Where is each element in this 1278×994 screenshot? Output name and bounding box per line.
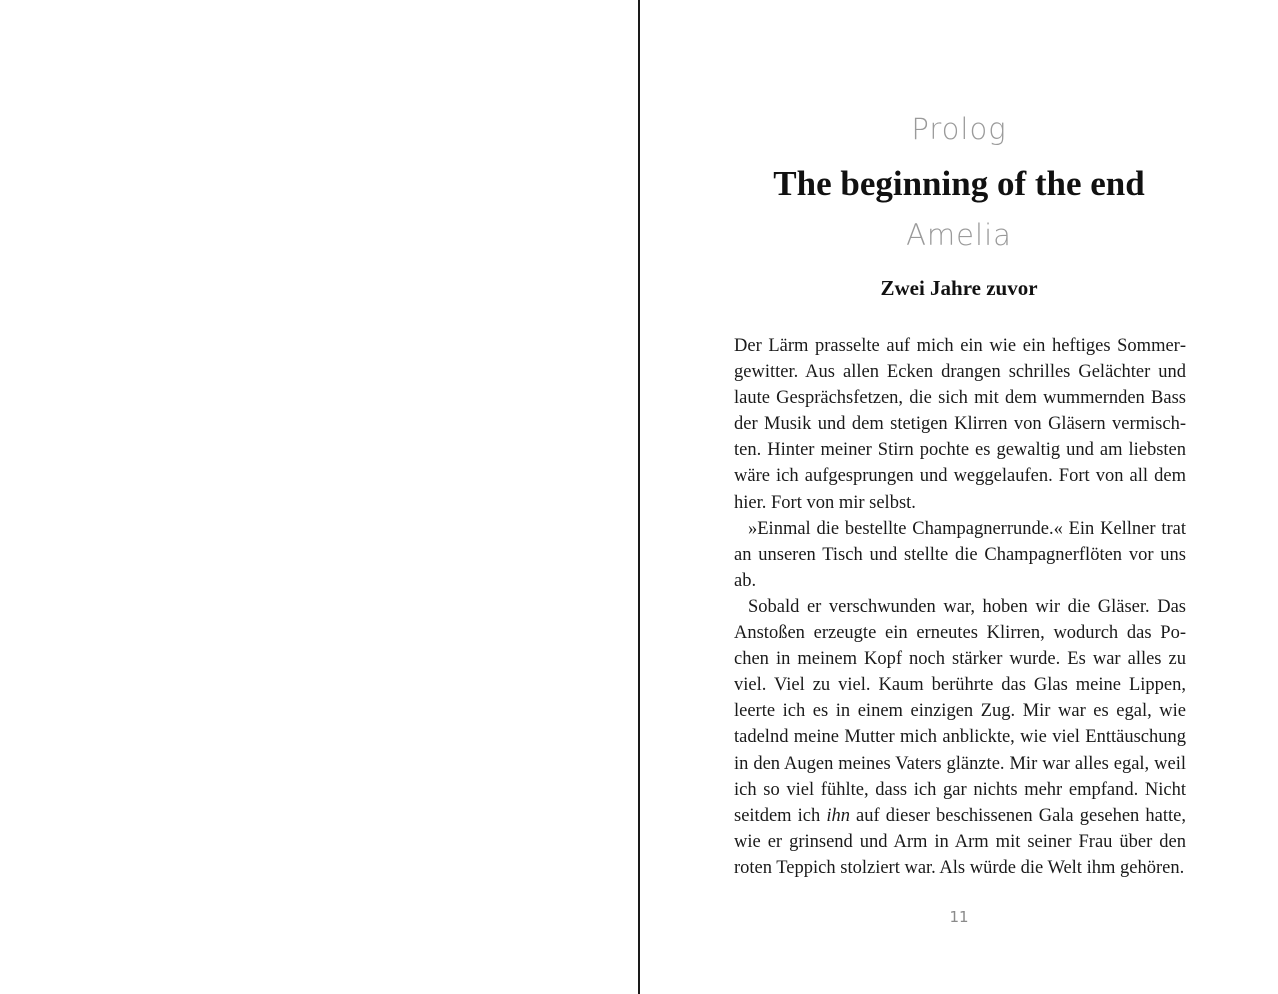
pov-character-name: Amelia — [906, 218, 1012, 252]
body-text — [734, 333, 1186, 881]
right-page — [640, 0, 1278, 994]
paragraph: Der Lärm prasselte auf mich ein wie ein heftiges Sommergewitter. Aus allen Ecken drangen schrilles Gelächter und laute Gesprächsfetzen, die sich mit dem wummernden Bass der Musik und dem stetigen Klirren von Gläsern vermischten. Hinter meiner Stirn pochte es gewaltig und am liebsten wäre ich aufgesprungen und weggelaufen. Fort von all dem hier. Fort von mir selbst. — [734, 336, 1186, 513]
paragraph — [734, 594, 1186, 881]
chapter-label: Prolog — [911, 112, 1007, 146]
paragraph-text-before: Sobald er verschwunden war, hoben wir die Gläser. Das Anstoßen erzeugte ein erneutes Klirren, wodurch das Pochen in meinem Kopf noch stärker wurde. Es war alles zu viel. Viel zu viel. Kaum berührte das Glas meine Lippen, leerte ich es in einem einzigen Zug. Mir war es egal, wie tadelnd meine Mutter mich anblickte, wie viel Enttäuschung in den Augen meines Vaters glänzte. Mir war alles egal, weil ich so viel fühlte, dass ich gar nichts mehr empfand. Nicht seitdem ich — [734, 596, 1186, 826]
emphasized-word: ihn — [826, 805, 850, 826]
time-note: Zwei Jahre zuvor — [880, 276, 1038, 300]
paragraph: »Einmal die bestellte Champagnerrunde.« Ein Kellner trat an unseren Tisch und stellte die Champagnerflöten vor uns ab. — [734, 518, 1186, 591]
page-number: 11 — [949, 908, 969, 926]
chapter-title: The beginning of the end — [773, 164, 1145, 203]
paragraph-text-after: auf dieser beschissenen Gala gesehen hatte, wie er grinsend und Arm in Arm mit seiner Frau über den roten Teppich stolziert war. Als würde die Welt ihm gehören. — [734, 805, 1186, 878]
